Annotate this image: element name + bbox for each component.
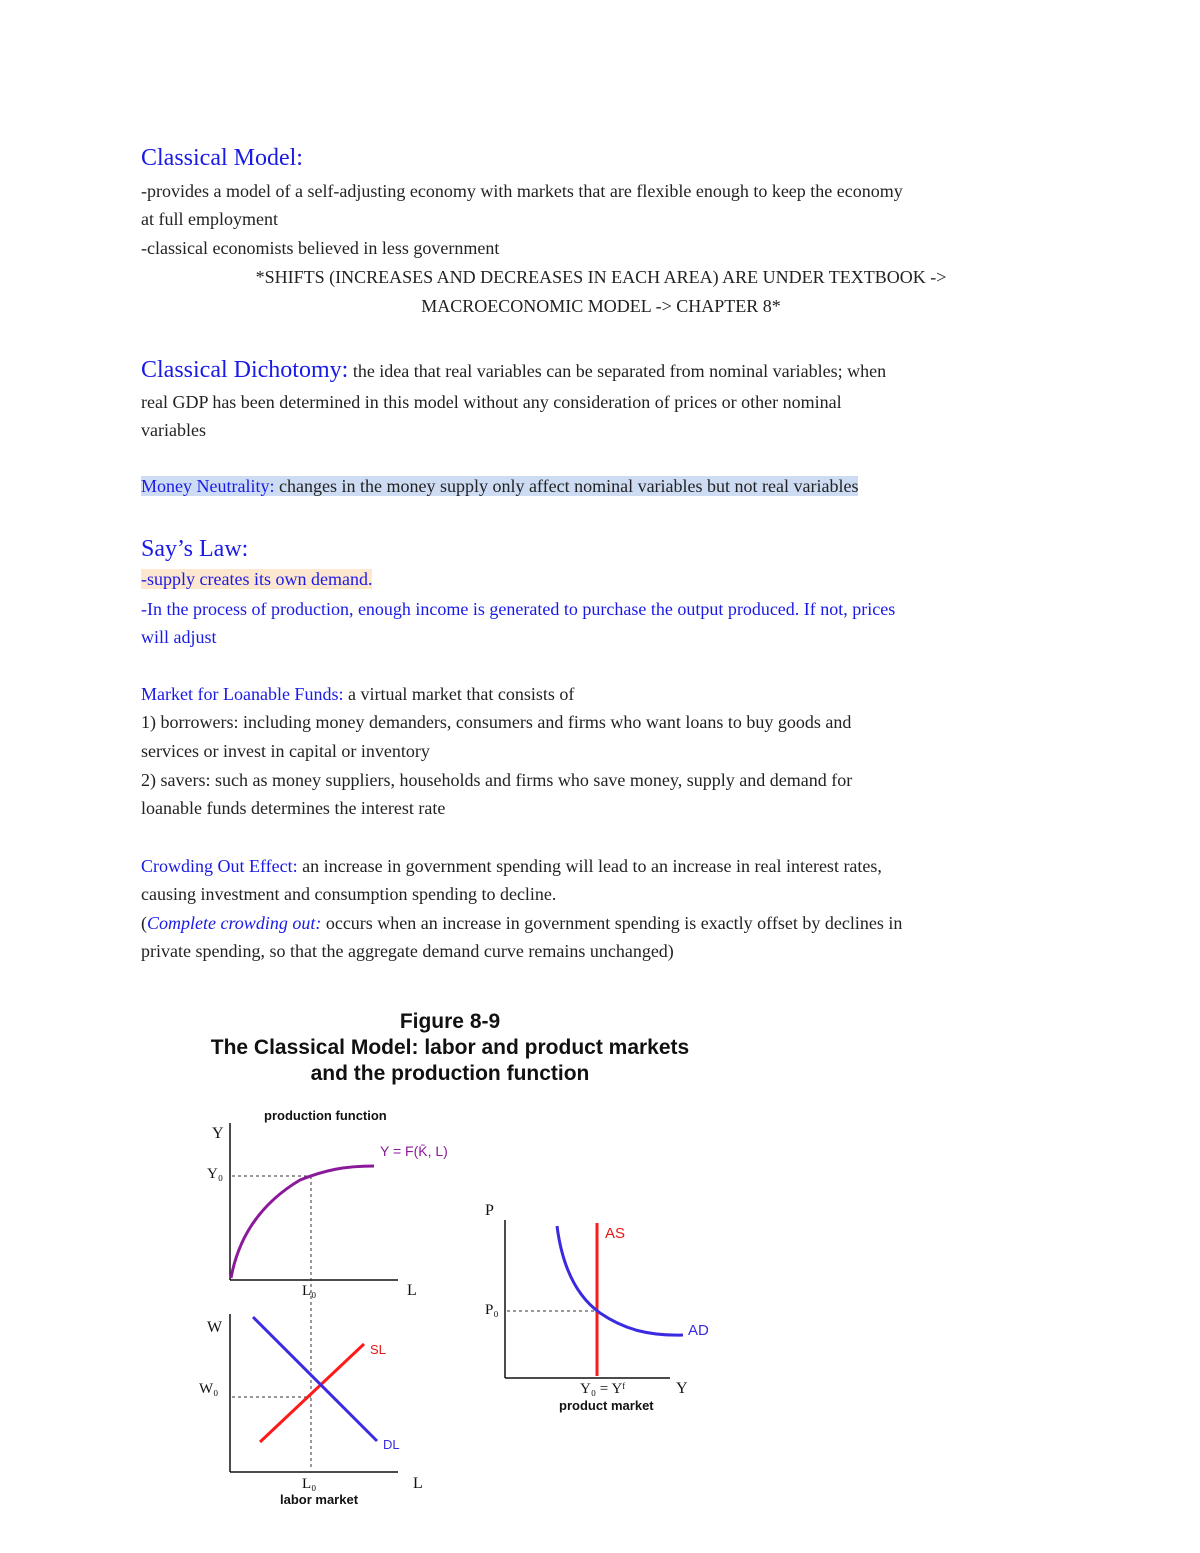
says-law-heading: Say’s Law: — [141, 536, 249, 562]
production-x-axis-label: L — [407, 1282, 417, 1299]
aggregate-demand-curve — [557, 1226, 683, 1335]
says-law-line2: -In the process of production, enough income is generated to purchase the output produced. If not, prices — [141, 599, 896, 619]
labor-demand-label: DL — [383, 1437, 400, 1452]
labor-w0-label: W₀ — [199, 1381, 219, 1397]
says-law-line1: -supply creates its own demand. — [141, 569, 373, 589]
production-y0-label: Y₀ — [207, 1166, 224, 1182]
production-y-axis-label: Y — [212, 1125, 224, 1142]
labor-supply-label: SL — [370, 1342, 386, 1357]
says-law-line3: will adjust — [141, 627, 217, 647]
figure-number: Figure 8-9 — [399, 1010, 501, 1033]
loanable-funds-line4: loanable funds determines the interest rate — [141, 798, 446, 818]
loanable-funds-definition: a virtual market that consists of — [343, 684, 575, 704]
product-p0-label: P₀ — [485, 1302, 499, 1318]
product-market-caption: product market — [559, 1398, 654, 1413]
shifts-note-line2: MACROECONOMIC MODEL -> CHAPTER 8* — [421, 296, 781, 316]
classical-dichotomy-line2: real GDP has been determined in this model without any consideration of prices or other nominal — [141, 392, 842, 412]
loanable-funds-term: Market for Loanable Funds: — [141, 684, 344, 704]
classical-dichotomy-line3: variables — [141, 420, 206, 440]
classical-model-heading: Classical Model: — [141, 145, 303, 171]
labor-demand-curve — [253, 1317, 377, 1441]
labor-l0-label: L₀ — [302, 1476, 317, 1492]
classical-model-line1: -provides a model of a self-adjusting economy with markets that are flexible enough to keep the economy — [141, 181, 903, 201]
complete-crowding-out-definition: occurs when an increase in government spending is exactly offset by declines in — [321, 913, 903, 933]
labor-supply-curve — [260, 1344, 364, 1442]
crowding-out-line4: private spending, so that the aggregate demand curve remains unchanged) — [141, 941, 674, 961]
product-market-panel — [485, 1202, 709, 1413]
complete-crowding-out-term: Complete crowding out: — [147, 913, 322, 933]
loanable-funds-line1: 1) borrowers: including money demanders, consumers and firms who want loans to buy goods and — [141, 712, 852, 732]
production-function-panel — [207, 1108, 448, 1470]
crowding-out-term: Crowding Out Effect: — [141, 856, 298, 876]
production-l0-label: L₀ — [302, 1283, 317, 1299]
classical-dichotomy-heading: Classical Dichotomy: — [141, 357, 349, 383]
money-neutrality-definition: changes in the money supply only affect nominal variables but not real variables — [274, 476, 859, 496]
figure-title-line2: and the production function — [310, 1062, 590, 1085]
classical-model-line2: at full employment — [141, 209, 278, 229]
labor-market-caption: labor market — [280, 1492, 359, 1507]
labor-x-axis-label: L — [413, 1475, 423, 1492]
aggregate-supply-label: AS — [605, 1225, 626, 1242]
classical-dichotomy-definition: the idea that real variables can be separated from nominal variables; when — [348, 361, 887, 381]
shifts-note-line1: *SHIFTS (INCREASES AND DECREASES IN EACH AREA) ARE UNDER TEXTBOOK -> — [255, 267, 947, 287]
money-neutrality-term: Money Neutrality: — [141, 476, 275, 496]
crowding-out-definition: an increase in government spending will lead to an increase in real interest rates, — [297, 856, 882, 876]
crowding-out-line2: causing investment and consumption spending to decline. — [141, 884, 557, 904]
figure-title-line1: The Classical Model: labor and product markets — [210, 1036, 690, 1059]
production-function-caption: production function — [264, 1108, 387, 1123]
production-function-equation: Y = F(K̄, L) — [380, 1143, 448, 1159]
product-y0-label: Y₀ = Yᶠ — [580, 1381, 626, 1397]
classical-model-line3: -classical economists believed in less government — [141, 238, 500, 258]
production-function-curve — [231, 1166, 374, 1278]
labor-y-axis-label: W — [207, 1319, 223, 1336]
crowding-out-line3: (Complete crowding out: occurs when an increase in government spending is exactly offset by declines in — [141, 913, 903, 933]
aggregate-demand-label: AD — [688, 1322, 709, 1339]
product-y-axis-label: P — [485, 1202, 494, 1219]
loanable-funds-line3: 2) savers: such as money suppliers, households and firms who save money, supply and demand for — [141, 770, 853, 790]
product-x-axis-label: Y — [676, 1380, 688, 1397]
loanable-funds-line2: services or invest in capital or inventory — [141, 741, 430, 761]
